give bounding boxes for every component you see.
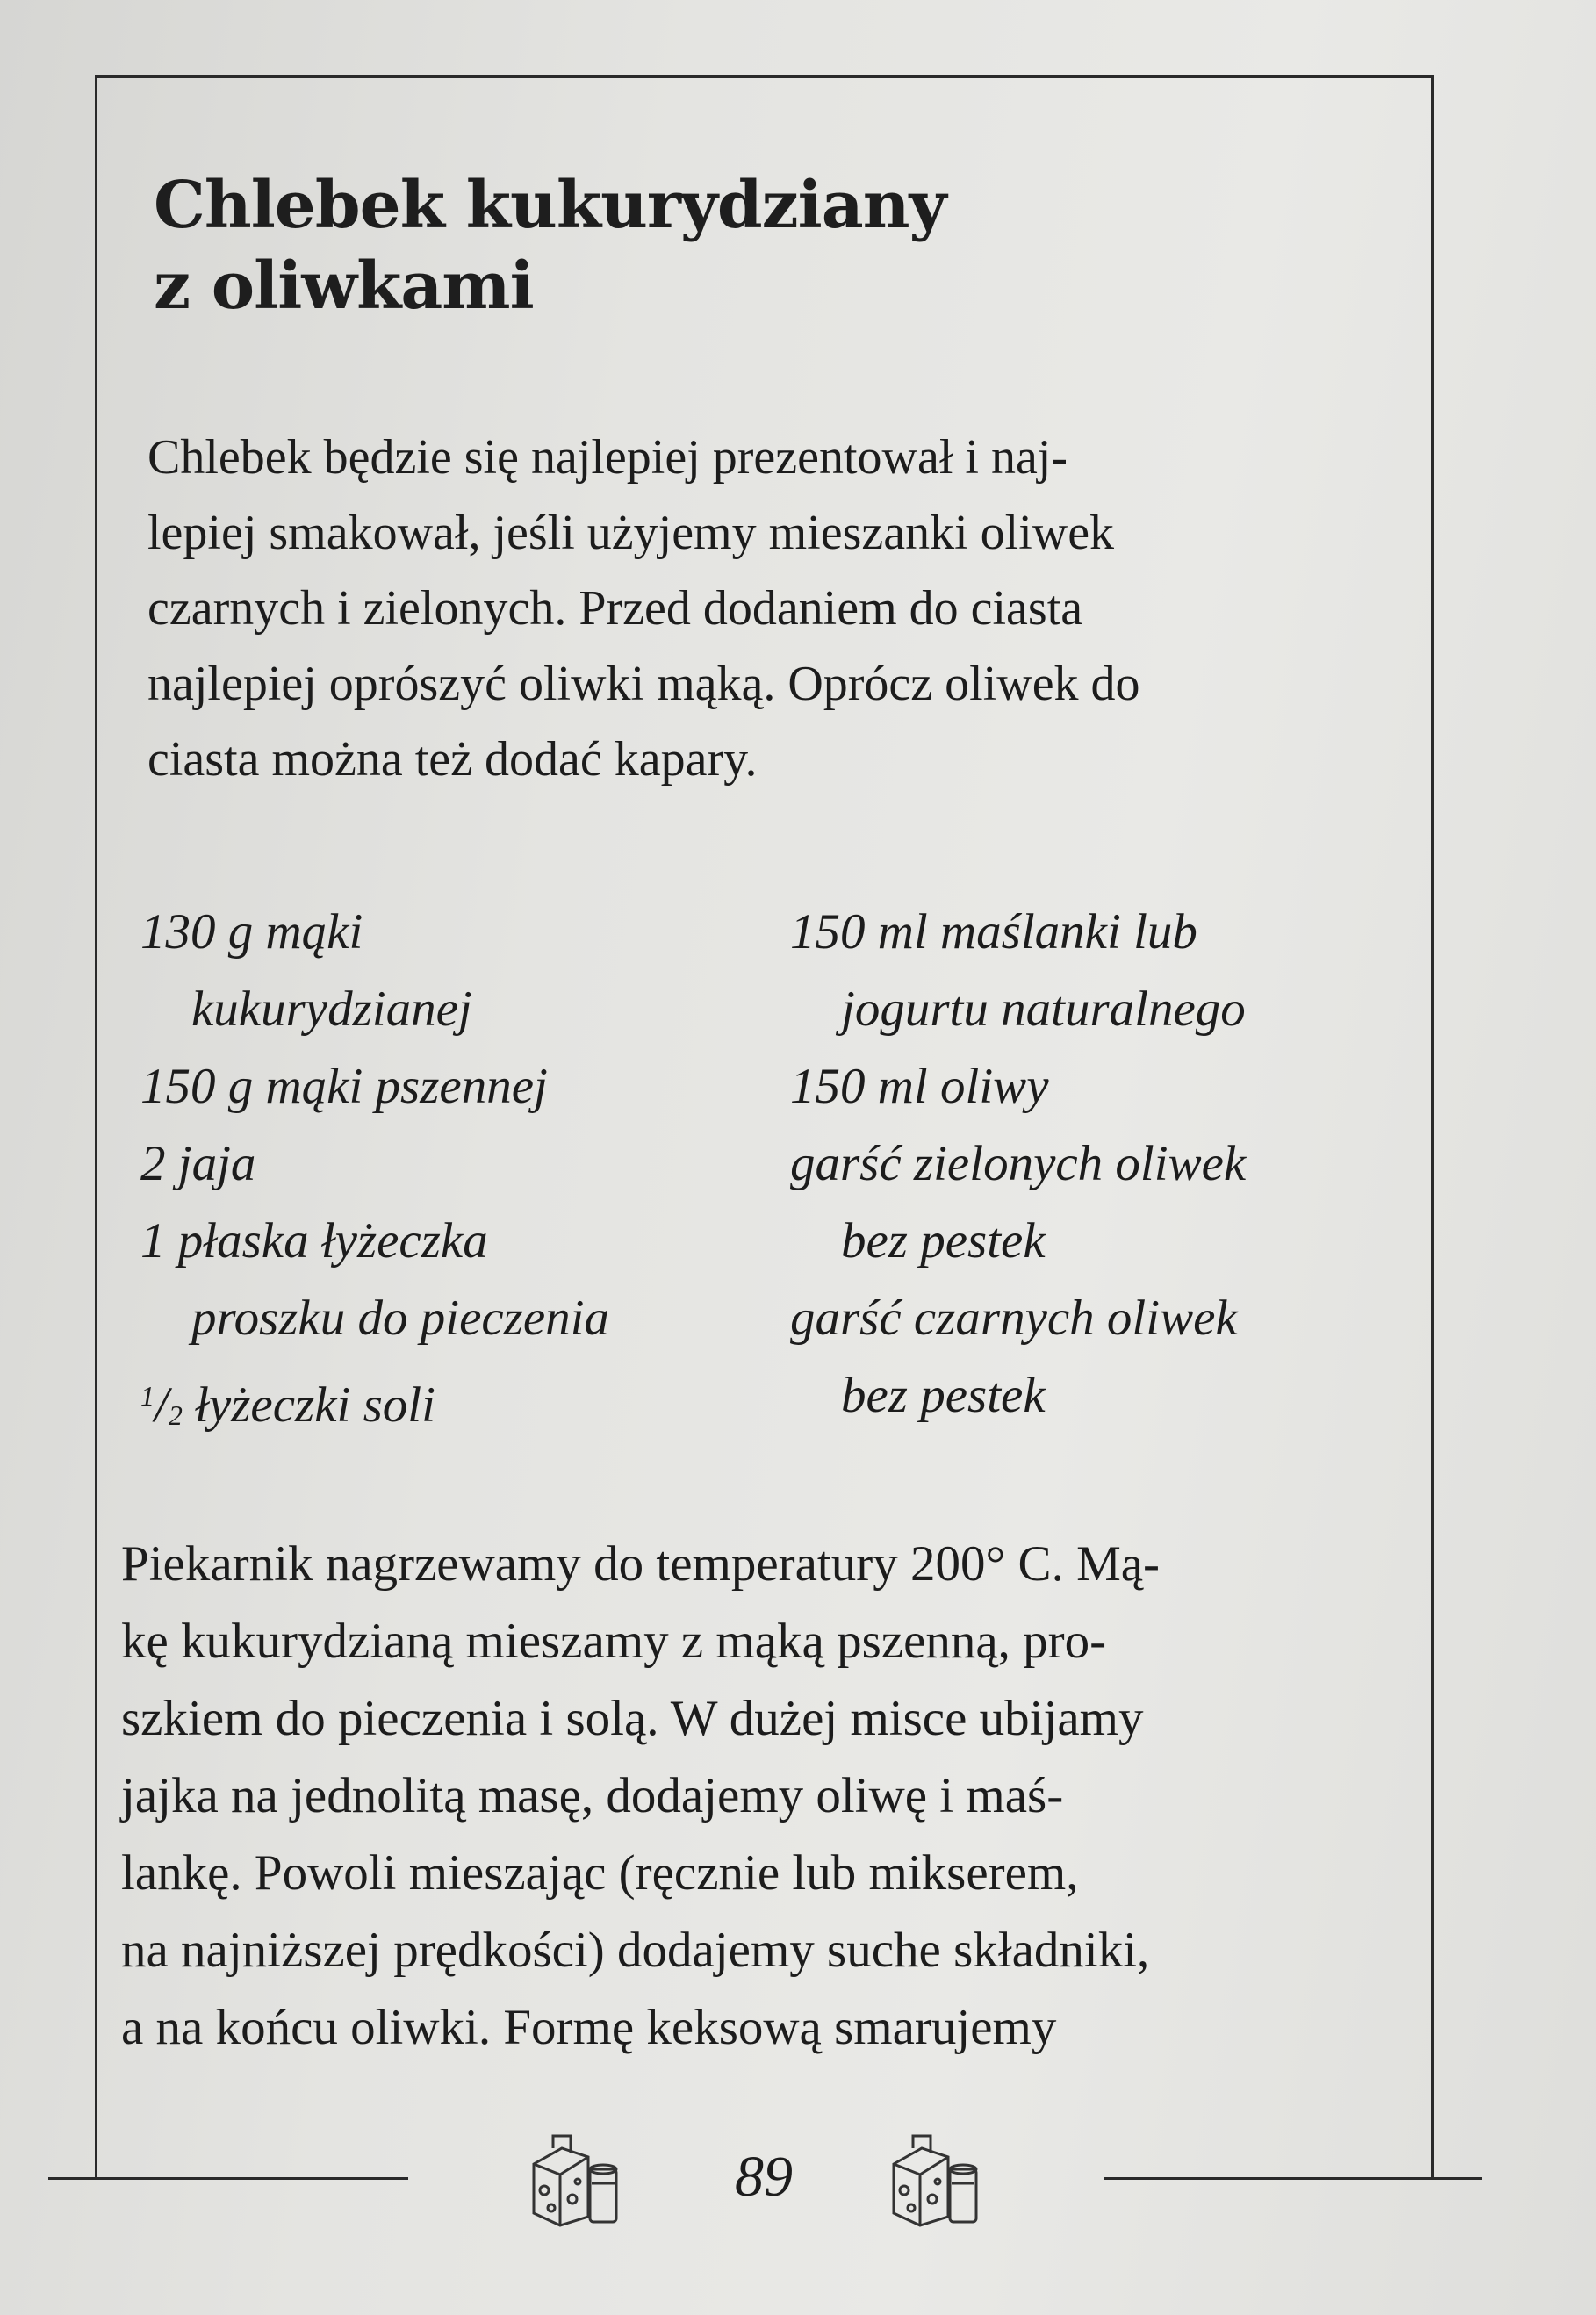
ingredient-line: garść czarnych oliwek xyxy=(790,1291,1238,1346)
ingredient-item xyxy=(140,1203,609,1357)
ingredients-list-left xyxy=(140,894,609,1454)
fraction-numerator: 1 xyxy=(140,1380,155,1412)
ingredient-item xyxy=(140,1357,609,1454)
ingredient-line: 150 g mąki pszennej xyxy=(140,1059,548,1114)
ingredient-item xyxy=(790,1125,1246,1280)
ingredient-fraction: $^1/_2$ xyxy=(140,1377,183,1433)
method-line: lankę. Powoli mieszając (ręcznie lub mikserem, xyxy=(121,1845,1079,1901)
ingredient-continuation: kukurydzianej xyxy=(191,981,472,1037)
ingredient-item xyxy=(140,1048,609,1125)
intro-line: czarnych i zielonych. Przed dodaniem do ciasta xyxy=(147,581,1083,636)
ingredient-continuation: proszku do pieczenia xyxy=(191,1291,609,1346)
footer-rule-left xyxy=(48,2177,408,2180)
method-line: kę kukurydzianą mieszamy z mąką pszenną, pro- xyxy=(121,1614,1107,1669)
ingredient-line: garść zielonych oliwek xyxy=(790,1136,1247,1191)
page-number: 89 xyxy=(735,2145,793,2209)
recipe-intro xyxy=(147,420,1370,797)
ingredient-line xyxy=(140,1377,435,1433)
ingredient-continuation: bez pestek xyxy=(841,1368,1046,1423)
intro-line: lepiej smakował, jeśli użyjemy mieszanki oliwek xyxy=(147,506,1115,560)
ingredient-line: 150 ml oliwy xyxy=(790,1059,1049,1114)
cheese-and-milk-icon xyxy=(887,2129,983,2230)
ingredient-continuation: bez pestek xyxy=(841,1213,1046,1269)
method-line: Piekarnik nagrzewamy do temperatury 200° C. Mą- xyxy=(121,1536,1161,1592)
intro-line: najlepiej oprószyć oliwki mąką. Oprócz oliwek do xyxy=(147,657,1140,711)
recipe-method xyxy=(121,1526,1394,2067)
cheese-and-milk-icon xyxy=(527,2129,623,2230)
ingredient-item xyxy=(790,1048,1246,1125)
ingredient-item xyxy=(140,1125,609,1203)
ingredient-text: łyżeczki soli xyxy=(182,1377,435,1433)
ingredient-continuation: jogurtu naturalnego xyxy=(841,981,1246,1037)
intro-line: Chlebek będzie się najlepiej prezentował i naj- xyxy=(147,430,1068,485)
method-line: a na końcu oliwki. Formę keksową smarujemy xyxy=(121,2000,1057,2055)
intro-line: ciasta można też dodać kapary. xyxy=(147,732,758,787)
method-line: na najniższej prędkości) dodajemy suche składniki, xyxy=(121,1923,1150,1978)
recipe-title xyxy=(154,165,1295,327)
method-line: jajka na jednolitą masę, dodajemy oliwę i maś- xyxy=(121,1768,1064,1823)
ingredient-item xyxy=(140,894,609,1048)
ingredient-line: 150 ml maślanki lub xyxy=(790,904,1197,960)
ingredient-line: 130 g mąki xyxy=(140,904,363,960)
ingredient-line: 2 jaja xyxy=(140,1136,256,1191)
recipe-title-line-1: Chlebek kukurydziany xyxy=(154,168,946,243)
recipe-title-line-2: z oliwkami xyxy=(154,248,534,324)
footer-rule-right xyxy=(1104,2177,1482,2180)
ingredients-list-right xyxy=(790,894,1246,1434)
ingredient-item xyxy=(790,1280,1246,1434)
ingredient-line: 1 płaska łyżeczka xyxy=(140,1213,488,1269)
method-line: szkiem do pieczenia i solą. W dużej misce ubijamy xyxy=(121,1691,1144,1746)
ingredient-item xyxy=(790,894,1246,1048)
fraction-denominator: 2 xyxy=(168,1399,183,1431)
